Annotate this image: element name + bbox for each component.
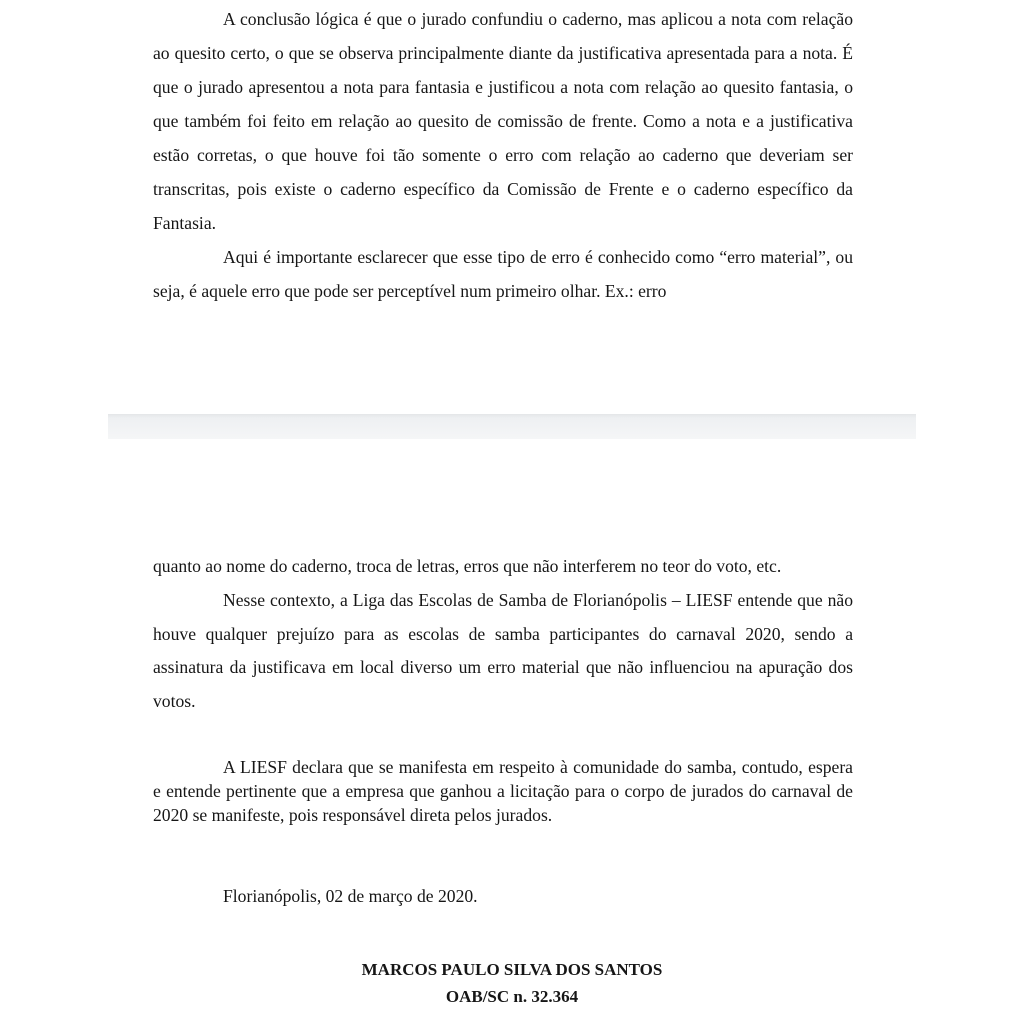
paragraph-liesf-context: Nesse contexto, a Liga das Escolas de Samba de Florianópolis – LIESF entende que não houve qualquer prejuízo para as escolas de samba participantes do carnaval 2020, sendo a assinatura da justificava em local diverso um erro material que não influenciou na apuração dos votos.: [153, 589, 853, 712]
page-break-divider: [108, 414, 916, 439]
paragraph-continuation: quanto ao nome do caderno, troca de letras, erros que não interferem no teor do voto, etc.: [153, 556, 782, 576]
signer-oab-number: OAB/SC n. 32.364: [445, 987, 579, 1006]
paragraph-conclusion: A conclusão lógica é que o jurado confundiu o caderno, mas aplicou a nota com relação ao quesito certo, o que se observa principalmente diante da justificativa apresentada para a nota. É que o jurado apresentou a nota para fantasia e justificou a nota com relação ao quesito fantasia, o que também foi feito em relação ao quesito de comissão de frente. Como a nota e a justificativa estão corretas, o que houve foi tão somente o erro com relação ao caderno que deveriam ser transcritas, pois existe o caderno específico da Comissão de Frente e o caderno específico da Fantasia.: [153, 9, 853, 233]
signer-name: MARCOS PAULO SILVA DOS SANTOS: [361, 960, 663, 979]
page-2-declaration: [153, 755, 853, 827]
page-2-text: [153, 550, 853, 719]
page-1-text: [153, 2, 853, 308]
city-date-line: Florianópolis, 02 de março de 2020.: [223, 886, 478, 906]
paragraph-liesf-declaration: A LIESF declara que se manifesta em respeito à comunidade do samba, contudo, espera e entende pertinente que a empresa que ganhou a licitação para o corpo de jurados do carnaval de 2020 se manifeste, pois responsável direta pelos jurados.: [153, 757, 853, 825]
paragraph-material-error: Aqui é importante esclarecer que esse tipo de erro é conhecido como “erro material”, ou seja, é aquele erro que pode ser perceptível num primeiro olhar. Ex.: erro: [153, 247, 853, 301]
